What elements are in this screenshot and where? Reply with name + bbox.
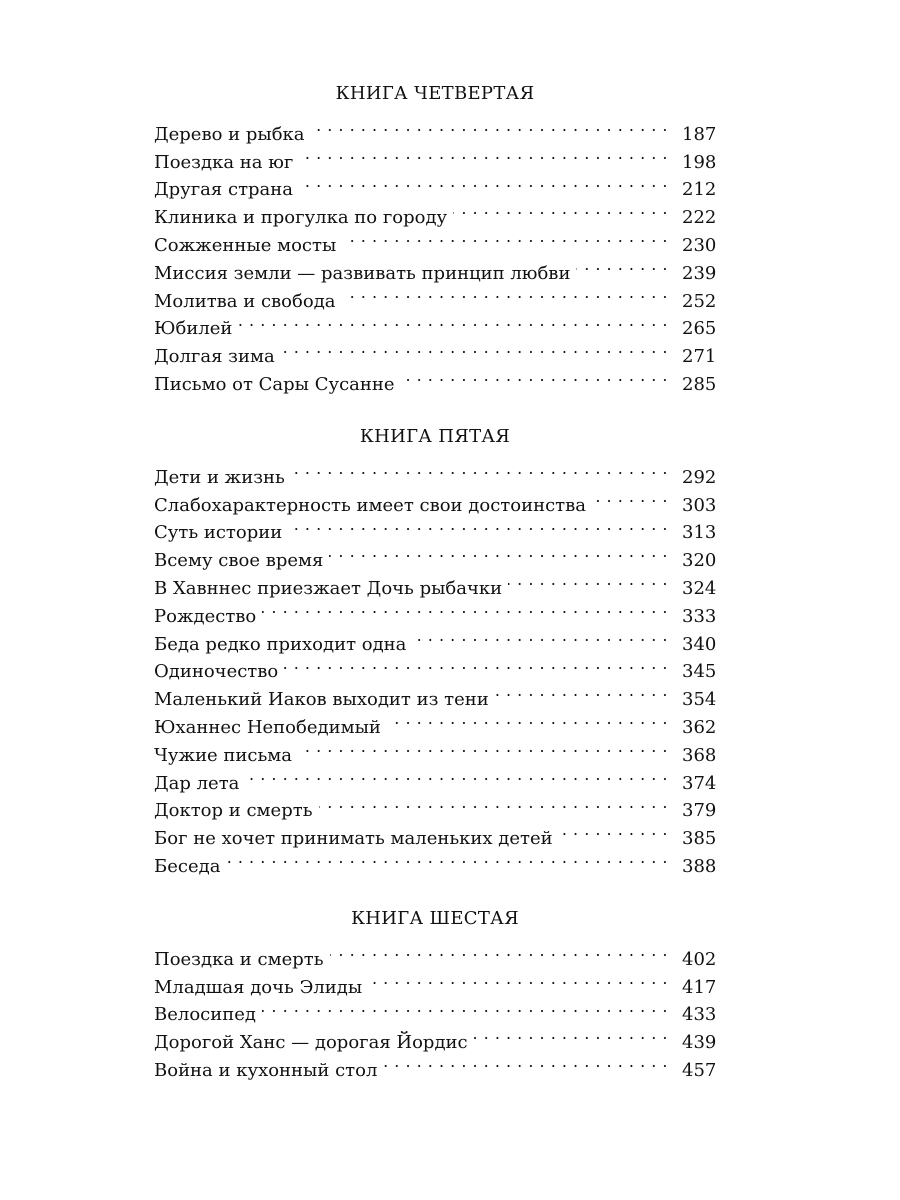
section-heading-book-5: КНИГА ПЯТАЯ bbox=[359, 425, 511, 447]
page-number: 379 bbox=[682, 800, 717, 822]
page-number: 239 bbox=[682, 262, 717, 284]
page-number: 313 bbox=[682, 522, 717, 544]
dot-leader bbox=[495, 677, 668, 705]
page-number: 333 bbox=[682, 605, 717, 627]
entry-title: Миссия земли — развивать принцип любви bbox=[154, 262, 571, 284]
entry-title: Дерево и рыбка bbox=[154, 123, 305, 145]
entry-title: В Хавннес приезжает Дочь рыбачки bbox=[154, 577, 503, 599]
entry-title: Другая страна bbox=[154, 179, 294, 201]
page-number: 303 bbox=[682, 494, 717, 516]
entry-title: Сожженные мосты bbox=[154, 234, 337, 256]
page-number: 345 bbox=[682, 661, 717, 683]
entry-list-book-5 bbox=[154, 455, 717, 877]
toc-entry[interactable] bbox=[154, 334, 717, 368]
dot-leader bbox=[592, 483, 668, 511]
page-number: 433 bbox=[682, 1004, 717, 1026]
dot-leader bbox=[383, 1048, 668, 1076]
page-number: 354 bbox=[682, 689, 717, 711]
entry-title: Чужие письма bbox=[154, 744, 293, 766]
toc-entry[interactable] bbox=[154, 937, 717, 970]
page-number: 340 bbox=[682, 633, 717, 655]
entry-title: Одиночество bbox=[154, 661, 279, 683]
page-number: 265 bbox=[682, 318, 717, 340]
dot-leader bbox=[262, 993, 668, 1021]
page-number: 212 bbox=[682, 179, 717, 201]
entry-title: Беда редко приходит одна bbox=[154, 633, 407, 655]
page-number: 285 bbox=[682, 373, 717, 395]
page-number: 385 bbox=[682, 828, 717, 850]
entry-title: Суть истории bbox=[154, 522, 283, 544]
dot-leader bbox=[238, 307, 668, 335]
entry-title: Доктор и смерть bbox=[154, 800, 313, 822]
page-number: 439 bbox=[682, 1032, 717, 1054]
section-heading-book-6: КНИГА ШЕСТАЯ bbox=[351, 907, 519, 929]
entry-title: Беседа bbox=[154, 855, 221, 877]
page-number: 368 bbox=[682, 744, 717, 766]
entry-title: Война и кухонный стол bbox=[154, 1059, 378, 1081]
dot-leader bbox=[368, 965, 668, 993]
dot-leader bbox=[329, 538, 668, 566]
page-number: 222 bbox=[682, 207, 717, 229]
dot-leader bbox=[576, 251, 668, 279]
dot-leader bbox=[299, 168, 668, 196]
dot-leader bbox=[311, 112, 668, 140]
toc-entry[interactable] bbox=[154, 307, 717, 340]
dot-leader bbox=[299, 140, 668, 168]
dot-leader bbox=[284, 650, 668, 678]
toc-entry[interactable] bbox=[154, 112, 717, 145]
dot-leader bbox=[298, 733, 668, 761]
page-number: 324 bbox=[682, 577, 717, 599]
entry-title: Бог не хочет принимать маленьких детей bbox=[154, 828, 553, 850]
page-number: 230 bbox=[682, 234, 717, 256]
page-number: 402 bbox=[682, 948, 717, 970]
table-of-contents bbox=[154, 80, 717, 1081]
page-number: 417 bbox=[682, 976, 717, 998]
dot-leader bbox=[387, 705, 668, 733]
dot-leader bbox=[401, 362, 668, 390]
dot-leader bbox=[330, 937, 668, 965]
dot-leader bbox=[262, 594, 668, 622]
dot-leader bbox=[281, 334, 668, 362]
entry-title: Письмо от Сары Сусанне bbox=[154, 373, 395, 395]
entry-list-book-4 bbox=[154, 112, 717, 395]
dot-leader bbox=[245, 761, 668, 789]
dot-leader bbox=[453, 195, 668, 223]
page-number: 271 bbox=[682, 346, 717, 368]
page-number: 198 bbox=[682, 151, 717, 173]
entry-title: Юханнес Непобедимый bbox=[154, 716, 381, 738]
page-number: 187 bbox=[682, 123, 717, 145]
dot-leader bbox=[291, 455, 668, 483]
entry-title: Молитва и свобода bbox=[154, 290, 336, 312]
entry-title: Дети и жизнь bbox=[154, 466, 285, 488]
toc-entry[interactable] bbox=[154, 455, 717, 488]
entry-title: Велосипед bbox=[154, 1004, 256, 1026]
dot-leader bbox=[288, 511, 668, 539]
page-number: 388 bbox=[682, 855, 717, 877]
entry-title: Поездка на юг bbox=[154, 151, 294, 173]
dot-leader bbox=[342, 279, 668, 307]
section-heading-book-4: КНИГА ЧЕТВЕРТАЯ bbox=[335, 83, 535, 104]
page-number: 457 bbox=[682, 1059, 717, 1081]
page-number: 374 bbox=[682, 772, 717, 794]
entry-title: Маленький Иаков выходит из тени bbox=[154, 689, 489, 711]
entry-title: Всему свое время bbox=[154, 550, 324, 572]
page-number: 292 bbox=[682, 466, 717, 488]
entry-title: Поездка и смерть bbox=[154, 948, 324, 970]
dot-leader bbox=[342, 223, 668, 251]
entry-title: Младшая дочь Элиды bbox=[154, 976, 363, 998]
entry-title: Долгая зима bbox=[154, 346, 275, 368]
page-number: 362 bbox=[682, 716, 717, 738]
entry-list-book-6 bbox=[154, 937, 717, 1081]
page-number: 320 bbox=[682, 550, 717, 572]
dot-leader bbox=[559, 816, 668, 844]
entry-title: Клиника и прогулка по городу bbox=[154, 207, 448, 229]
toc-entry[interactable] bbox=[154, 844, 717, 877]
dot-leader bbox=[508, 566, 668, 594]
dot-leader bbox=[412, 622, 668, 650]
dot-leader bbox=[474, 1020, 668, 1048]
entry-title: Дорогой Ханс — дорогая Йордис bbox=[154, 1032, 468, 1054]
entry-title: Рождество bbox=[154, 605, 257, 627]
dot-leader bbox=[319, 789, 669, 817]
dot-leader bbox=[226, 844, 668, 872]
entry-title: Дар лета bbox=[154, 772, 240, 794]
entry-title: Юбилей bbox=[154, 318, 233, 340]
entry-title: Слабохарактерность имеет свои достоинства bbox=[154, 494, 586, 516]
page-number: 252 bbox=[682, 290, 717, 312]
